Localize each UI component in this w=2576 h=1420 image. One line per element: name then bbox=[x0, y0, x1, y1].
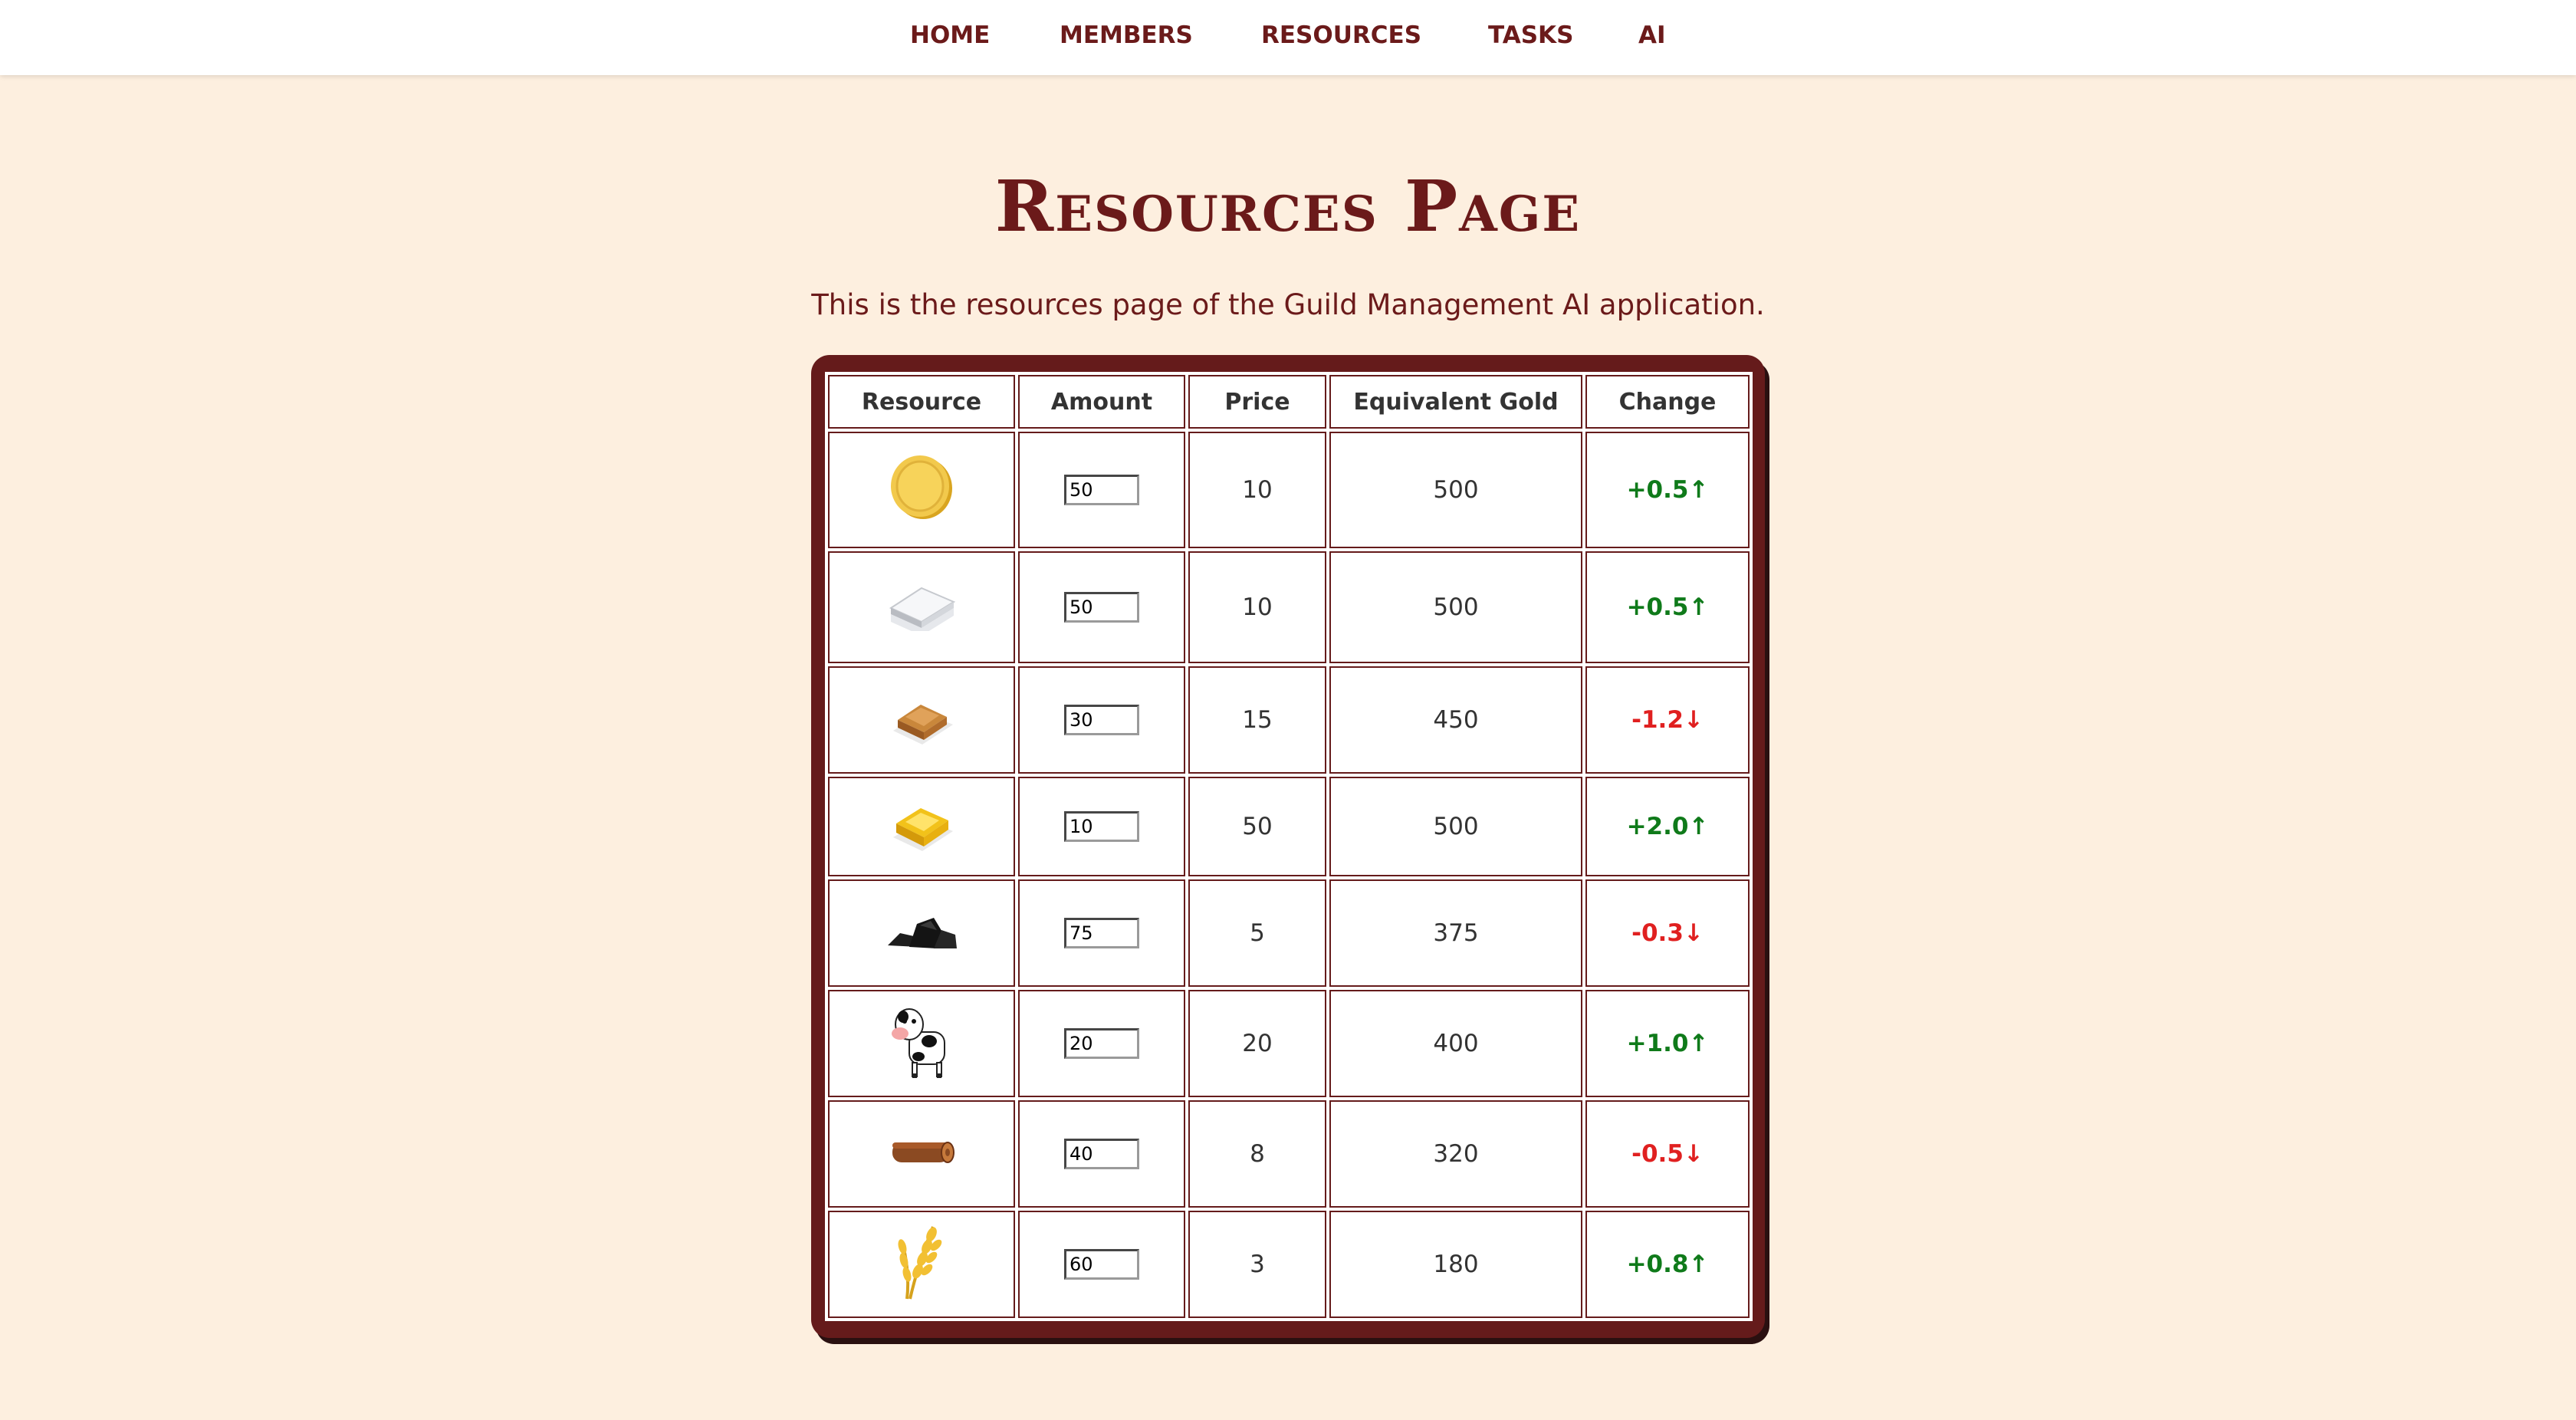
table-row bbox=[828, 1100, 1750, 1208]
nav-resources[interactable]: RESOURCES bbox=[1261, 21, 1422, 49]
resource-cell bbox=[828, 1211, 1015, 1318]
header-amount: Amount bbox=[1018, 375, 1185, 429]
change-cell bbox=[1585, 879, 1750, 987]
change-cell bbox=[1585, 777, 1750, 876]
price-cell: 3 bbox=[1188, 1211, 1326, 1318]
nav-home[interactable]: HOME bbox=[910, 21, 991, 49]
change-value: -0.5 bbox=[1631, 1140, 1684, 1168]
arrow-up-icon: ↑ bbox=[1688, 813, 1709, 840]
resource-cell bbox=[828, 1100, 1015, 1208]
arrow-up-icon: ↑ bbox=[1688, 1251, 1709, 1278]
equivalent-gold-cell: 500 bbox=[1329, 551, 1582, 663]
resources-table bbox=[825, 372, 1753, 1321]
nav-tasks[interactable]: TASKS bbox=[1488, 21, 1574, 49]
price-cell: 10 bbox=[1188, 432, 1326, 548]
arrow-up-icon: ↑ bbox=[1688, 593, 1709, 621]
amount-input[interactable] bbox=[1064, 592, 1139, 623]
arrow-up-icon: ↑ bbox=[1688, 1030, 1709, 1057]
coal-icon bbox=[883, 907, 960, 953]
equivalent-gold-cell: 400 bbox=[1329, 990, 1582, 1097]
change-value: +0.5 bbox=[1626, 476, 1689, 504]
arrow-down-icon: ↓ bbox=[1683, 1140, 1704, 1168]
equivalent-gold-cell: 375 bbox=[1329, 879, 1582, 987]
header-resource: Resource bbox=[828, 375, 1015, 429]
header-equivalent-gold: Equivalent Gold bbox=[1329, 375, 1582, 429]
equivalent-gold-cell: 500 bbox=[1329, 777, 1582, 876]
amount-cell bbox=[1018, 666, 1185, 774]
change-cell bbox=[1585, 990, 1750, 1097]
change-value: -0.3 bbox=[1631, 919, 1684, 947]
nav-members[interactable]: MEMBERS bbox=[1060, 21, 1193, 49]
amount-cell bbox=[1018, 1211, 1185, 1318]
equivalent-gold-cell: 500 bbox=[1329, 432, 1582, 548]
arrow-down-icon: ↓ bbox=[1683, 919, 1704, 947]
resources-table-frame bbox=[811, 355, 1765, 1338]
resource-cell bbox=[828, 551, 1015, 663]
cow-icon bbox=[883, 998, 960, 1083]
amount-cell bbox=[1018, 879, 1185, 987]
arrow-up-icon: ↑ bbox=[1688, 476, 1709, 504]
top-navbar bbox=[0, 0, 2576, 75]
change-value: +0.5 bbox=[1626, 593, 1689, 621]
page-title: Resources Page bbox=[994, 165, 1582, 248]
wheat-icon bbox=[887, 1219, 956, 1303]
gold-coin-icon bbox=[887, 452, 956, 521]
table-row bbox=[828, 879, 1750, 987]
resource-cell bbox=[828, 777, 1015, 876]
amount-input[interactable] bbox=[1064, 1249, 1139, 1280]
copper-bar-icon bbox=[887, 686, 956, 748]
equivalent-gold-cell: 320 bbox=[1329, 1100, 1582, 1208]
change-value: +0.8 bbox=[1626, 1251, 1689, 1278]
equivalent-gold-cell: 180 bbox=[1329, 1211, 1582, 1318]
change-cell bbox=[1585, 666, 1750, 774]
table-header-row bbox=[828, 375, 1750, 429]
change-value: +1.0 bbox=[1626, 1030, 1689, 1057]
amount-cell bbox=[1018, 551, 1185, 663]
amount-input[interactable] bbox=[1064, 705, 1139, 735]
table-row bbox=[828, 432, 1750, 548]
resource-cell bbox=[828, 666, 1015, 774]
table-row bbox=[828, 666, 1750, 774]
resource-cell bbox=[828, 990, 1015, 1097]
nav-ai[interactable]: AI bbox=[1638, 21, 1666, 49]
equivalent-gold-cell: 450 bbox=[1329, 666, 1582, 774]
resource-cell bbox=[828, 879, 1015, 987]
amount-input[interactable] bbox=[1064, 1028, 1139, 1059]
price-cell: 20 bbox=[1188, 990, 1326, 1097]
change-value: +2.0 bbox=[1626, 813, 1689, 840]
table-row bbox=[828, 990, 1750, 1097]
amount-cell bbox=[1018, 990, 1185, 1097]
header-price: Price bbox=[1188, 375, 1326, 429]
price-cell: 50 bbox=[1188, 777, 1326, 876]
amount-input[interactable] bbox=[1064, 475, 1139, 505]
amount-cell bbox=[1018, 1100, 1185, 1208]
amount-input[interactable] bbox=[1064, 918, 1139, 948]
change-cell bbox=[1585, 1100, 1750, 1208]
price-cell: 15 bbox=[1188, 666, 1326, 774]
change-cell bbox=[1585, 432, 1750, 548]
table-row bbox=[828, 777, 1750, 876]
price-cell: 5 bbox=[1188, 879, 1326, 987]
price-cell: 8 bbox=[1188, 1100, 1326, 1208]
header-change: Change bbox=[1585, 375, 1750, 429]
arrow-down-icon: ↓ bbox=[1683, 706, 1704, 734]
table-row bbox=[828, 551, 1750, 663]
resource-cell bbox=[828, 432, 1015, 548]
gold-bar-icon bbox=[887, 793, 956, 854]
price-cell: 10 bbox=[1188, 551, 1326, 663]
amount-input[interactable] bbox=[1064, 811, 1139, 842]
amount-cell bbox=[1018, 432, 1185, 548]
table-row bbox=[828, 1211, 1750, 1318]
change-cell bbox=[1585, 1211, 1750, 1318]
change-value: -1.2 bbox=[1631, 706, 1684, 734]
silver-bar-icon bbox=[883, 577, 960, 631]
wood-log-icon bbox=[883, 1132, 960, 1170]
amount-input[interactable] bbox=[1064, 1139, 1139, 1169]
page-subtitle: This is the resources page of the Guild Management AI application. bbox=[811, 288, 1765, 321]
change-cell bbox=[1585, 551, 1750, 663]
amount-cell bbox=[1018, 777, 1185, 876]
